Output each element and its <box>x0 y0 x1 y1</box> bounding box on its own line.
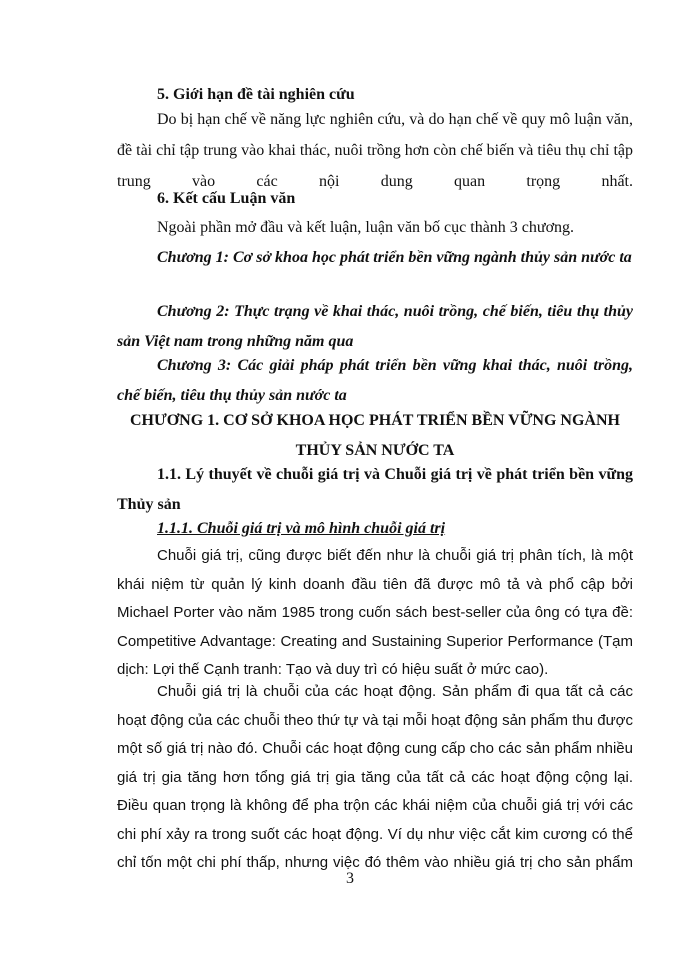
chapter-1-summary: Chương 1: Cơ sở khoa học phát triển bền vững ngành thủy sản nước ta <box>157 249 632 266</box>
chapter-2-summary: Chương 2: Thực trạng về khai thác, nuôi trồng, chế biến, tiêu thụ thủy sản Việt nam trong những năm qua <box>117 303 633 350</box>
chapter-1-title-line-2: THỦY SẢN NƯỚC TA <box>295 442 455 459</box>
paragraph-value-chain-definition: Chuỗi giá trị, cũng được biết đến như là chuỗi giá trị phân tích, là một khái niệm từ quản lý kinh doanh đầu tiên đã được mô tả và phổ cập bởi Michael Porter vào năm 1985 trong cuốn sách best-seller của ông có tựa đề: Competitive Advantage: Creating and Sustaining Superior Performance (Tạm dịch: Lợi thế Cạnh tranh: Tạo và duy trì có hiệu suất ở mức cao). <box>117 547 633 678</box>
section-1-1-1-heading: 1.1.1. Chuỗi giá trị và mô hình chuỗi giá trị <box>157 520 446 537</box>
section-5-heading: 5. Giới hạn đề tài nghiên cứu <box>157 86 355 103</box>
chapter-3-summary: Chương 3: Các giải pháp phát triển bền vững khai thác, nuôi trồng, chế biến, tiêu thụ thủy sản nước ta <box>117 357 633 404</box>
section-6-body: Ngoài phần mở đầu và kết luận, luận văn bố cục thành 3 chương. <box>157 219 575 236</box>
section-6-heading: 6. Kết cấu Luận văn <box>157 190 296 207</box>
page-number: 3 <box>346 870 354 887</box>
section-1-1-heading: 1.1. Lý thuyết về chuỗi giá trị và Chuỗi giá trị về phát triển bền vững Thủy sản <box>117 466 633 513</box>
section-5-body: Do bị hạn chế về năng lực nghiên cứu, và do hạn chế về quy mô luận văn, đề tài chỉ tập trung vào khai thác, nuôi trồng hơn còn chế biến và tiêu thụ chỉ tập trung vào các nội dung quan trọng nhất. <box>117 111 633 190</box>
chapter-1-title-line-1: CHƯƠNG 1. CƠ SỞ KHOA HỌC PHÁT TRIỂN BỀN VỮNG NGÀNH <box>130 412 620 429</box>
paragraph-value-chain-activities: Chuỗi giá trị là chuỗi của các hoạt động. Sản phẩm đi qua tất cả các hoạt động của các chuỗi theo thứ tự và tại mỗi hoạt động sản phẩm thu được một số giá trị nào đó. Chuỗi các hoạt động cung cấp cho các sản phẩm nhiều giá trị gia tăng hơn tổng giá trị gia tăng của tất cả các hoạt động cộng lại. Điều quan trọng là không để pha trộn các khái niệm của chuỗi giá trị với các chi phí xảy ra trong suốt các hoạt động. Ví dụ như việc cắt kim cương có thể chỉ tốn một chi phí thấp, nhưng việc đó thêm vào nhiều giá trị cho sản phẩm <box>117 683 633 871</box>
chapter-1-title <box>112 406 638 466</box>
